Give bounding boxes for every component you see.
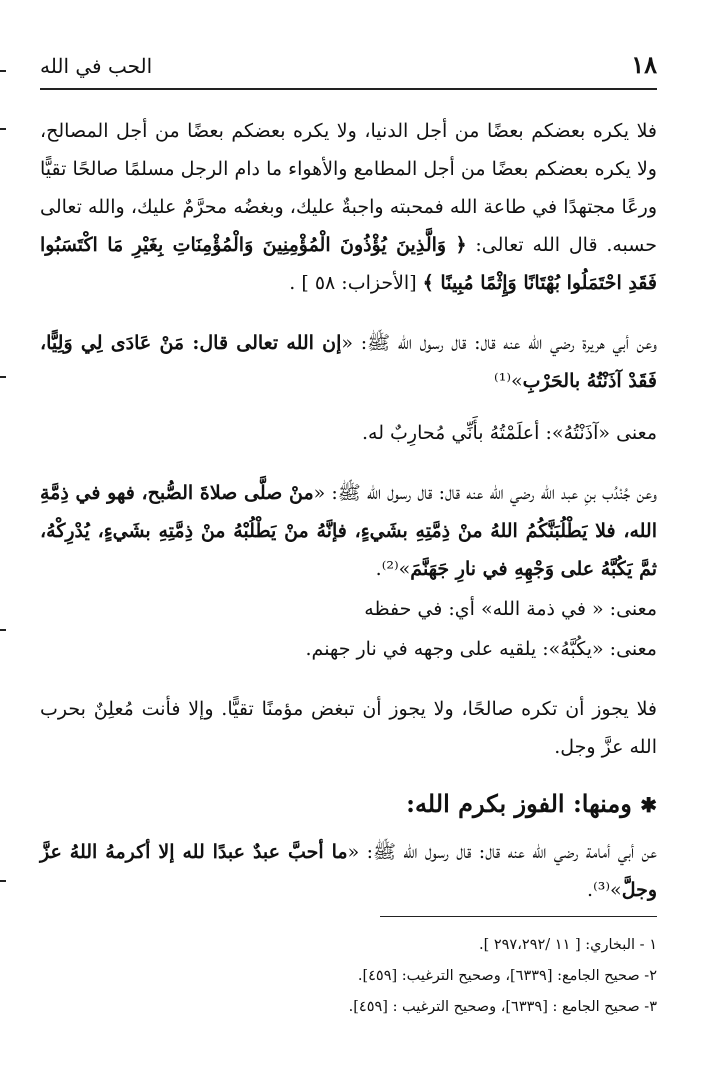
paragraph-text: فلا يكره بعضكم بعضًا من أجل الدنيا، ولا يكره بعضكم بعضًا من أجل المصالح، ولا يكره بعضكم بعضًا من أجل المطامع والأهواء ما دام الرجل مسلمًا صالحًا تقيًّا ورعًا مجتهدًا في طاعة الله فمحبته واجبةٌ عليك، وبغضُه محرَّمٌ عليك، والله تعالى حسبه. قال الله تعالى: bbox=[40, 120, 657, 256]
section-heading bbox=[40, 784, 657, 825]
paragraph-6 bbox=[40, 630, 657, 668]
paragraph-text: فلا يجوز أن تكره صالحًا، ولا يجوز أن تبغض مؤمنًا تقيًّا. وإلا فأنت مُعلِنٌ بحرب الله عزَّ وجل. bbox=[40, 698, 657, 758]
scan-edge-mark bbox=[0, 376, 6, 378]
paragraph-1 bbox=[40, 112, 657, 302]
footnotes bbox=[40, 930, 657, 1023]
hadith-end: »⁽¹⁾ bbox=[494, 370, 523, 392]
scan-edge-mark bbox=[0, 880, 6, 882]
page-header bbox=[40, 48, 657, 88]
word-meaning: معنى: « في ذمة الله» أي: في حفظه bbox=[364, 598, 657, 620]
paragraph-4 bbox=[40, 474, 657, 588]
header-divider bbox=[40, 88, 657, 90]
scan-edge-mark bbox=[0, 128, 6, 130]
page-number: ١٨ bbox=[631, 50, 657, 79]
footnote-divider bbox=[380, 916, 657, 917]
hadith-end: »⁽³⁾. bbox=[587, 879, 622, 901]
verse-reference: [الأحزاب: ٥٨ ] . bbox=[289, 272, 417, 294]
hadith-intro: وعن أبي هريرة رضي الله عنه قال: قال رسول الله ﷺ: « bbox=[341, 332, 657, 354]
section-heading-text: ومنها: الفوز بكرم الله: bbox=[406, 789, 632, 818]
scan-edge-mark bbox=[0, 70, 6, 72]
main-text bbox=[40, 112, 657, 909]
hadith-text: إن الله تعالى قال: مَنْ عَادَى لِي وَلِيًّا، فَقَدْ آذَنْتُهُ بالحَرْبِ bbox=[40, 332, 657, 392]
paragraph-7 bbox=[40, 690, 657, 766]
word-meaning: معنى «آذَنْتُهُ»: أعلَمْتُهُ بأَنِّي مُحارِبٌ له. bbox=[361, 422, 657, 444]
scan-edge-mark bbox=[0, 629, 6, 631]
hadith-text: ما أحبَّ عبدٌ عبدًا لله إلا أكرمهُ اللهُ عزَّ وجلَّ bbox=[40, 841, 657, 901]
paragraph-8 bbox=[40, 833, 657, 909]
paragraph-2 bbox=[40, 324, 657, 400]
asterisk-icon: ✱ bbox=[640, 793, 657, 817]
hadith-text: منْ صلَّى صلاةَ الصُّبح، فهو في ذِمَّةِ الله، فلا يَطْلُبَنَّكُمُ اللهُ منْ ذِمَّتِهِ بشَيءٍ، فإنَّهُ منْ يَطْلُبْهُ منْ ذِمَّتِهِ بشَيءٍ، يُدْرِكْهُ، ثمَّ يَكُبَّهُ على وَجْهِهِ في نارِ جَهَنَّمَ bbox=[40, 482, 657, 580]
paragraph-5 bbox=[40, 590, 657, 628]
footnote-1: ١ - البخاري: [ ١١ /٢٩٧،٢٩٢ ]. bbox=[478, 937, 657, 953]
paragraph-3 bbox=[40, 414, 657, 452]
word-meaning: معنى: «يكُبَّهُ»: يلقيه على وجهه في نار جهنم. bbox=[305, 638, 657, 660]
footnote-2: ٢- صحيح الجامع: [٦٣٣٩]، وصحيح الترغيب: [٤٥٩]. bbox=[357, 968, 657, 984]
hadith-intro: عن أبي أمامة رضي الله عنه قال: قال رسول الله ﷺ: « bbox=[347, 841, 657, 863]
quran-verse: ﴿ وَالَّذِينَ يُؤْذُونَ الْمُؤْمِنِينَ وَالْمُؤْمِنَاتِ بِغَيْرِ مَا اكْتَسَبُوا فَقَدِ احْتَمَلُوا بُهْتَانًا وَإِثْمًا مُبِينًا ﴾ bbox=[40, 234, 657, 294]
footnote-3: ٣- صحيح الجامع : [٦٣٣٩]، وصحيح الترغيب : [٤٥٩]. bbox=[348, 999, 657, 1015]
hadith-intro: وعن جُنْدُب بنِ عبد الله رضي الله عنه قال: قال رسول الله ﷺ: « bbox=[313, 482, 657, 504]
hadith-end: »⁽²⁾. bbox=[375, 558, 411, 580]
running-title: الحب في الله bbox=[40, 54, 153, 78]
